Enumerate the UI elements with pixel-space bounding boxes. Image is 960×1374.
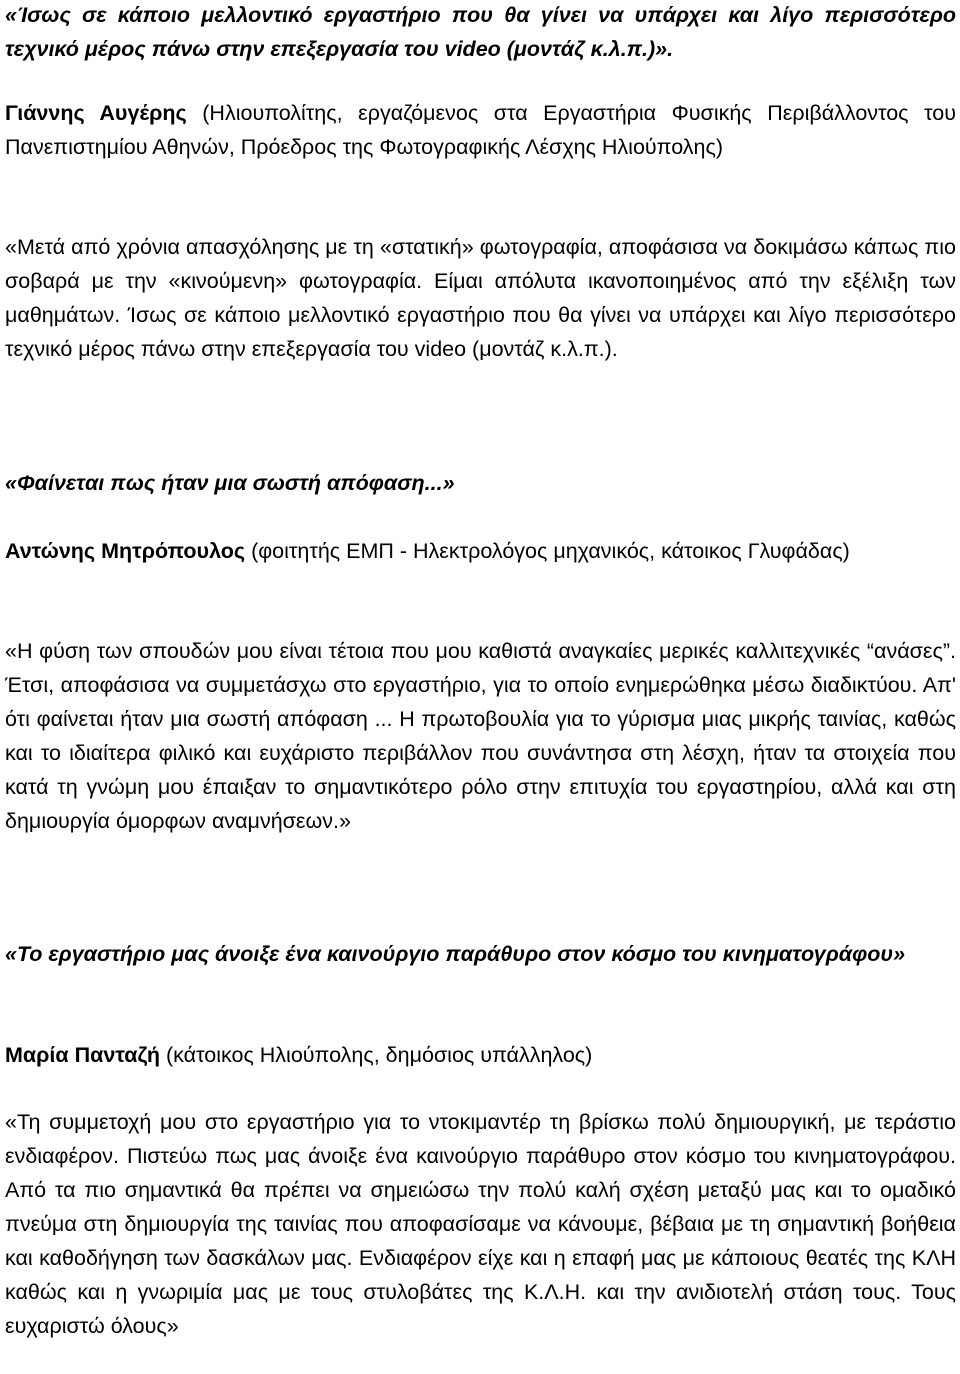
testimonial-3-heading: «Το εργαστήριο μας άνοιξε ένα καινούργιο παράθυρο στον κόσμο του κινηματογράφου»: [5, 942, 906, 966]
testimonial-1-description: (Ηλιουπολίτης, εργαζόμενος στα Εργαστήρια Φυσικής Περιβάλλοντος του Πανεπιστημίου Αθηνών, Πρόεδρος της Φωτογραφικής Λέσχης Ηλιούπολης): [5, 101, 956, 159]
testimonial-3-name: Μαρία Πανταζή: [5, 1043, 161, 1067]
intro-quote: «Ίσως σε κάποιο μελλοντικό εργαστήριο που θα γίνει να υπάρχει και λίγο περισσότερο τεχνικό μέρος πάνω στην επεξεργασία του video (μοντάζ κ.λ.π.)».: [5, 3, 956, 61]
testimonial-1-name: Γιάννης Αυγέρης: [5, 101, 187, 125]
testimonial-2-description: (φοιτητής ΕΜΠ - Ηλεκτρολόγος μηχανικός, κάτοικος Γλυφάδας): [245, 539, 850, 563]
testimonial-3-person: [5, 1038, 956, 1072]
testimonial-1-person: [5, 96, 956, 164]
testimonial-3-quote: «Τη συμμετοχή μου στο εργαστήριο για το ντοκιμαντέρ τη βρίσκω πολύ δημιουργική, με τεράστιο ενδιαφέρον. Πιστεύω πως μας άνοιξε ένα καινούργιο παράθυρο στον κόσμο του κινηματογράφου. Από τα πιο σημαντικά θα πρέπει να σημειώσω την πολύ καλή σχέση μεταξύ μας και το ομαδικό πνεύμα στη δημιουργία της ταινίας που αποφασίσαμε να κάνουμε, βέβαια με τη σημαντική βοήθεια και καθοδήγηση των δασκάλων μας. Ενδιαφέρον είχε και η επαφή μας με κάποιους θεατές της ΚΛΗ καθώς και η γνωριμία μας με τους στυλοβάτες της Κ.Λ.Η. και την ανιδιοτελή στάση τους. Τους ευχαριστώ όλους»: [5, 1110, 956, 1338]
testimonial-2-name: Αντώνης Μητρόπουλος: [5, 539, 246, 563]
testimonial-3-description: (κάτοικος Ηλιούπολης, δημόσιος υπάλληλος): [160, 1043, 593, 1067]
testimonial-2-person: [5, 534, 956, 568]
testimonial-1-quote: «Μετά από χρόνια απασχόλησης με τη «στατική» φωτογραφία, αποφάσισα να δοκιμάσω κάπως πιο σοβαρά με την «κινούμενη» φωτογραφία. Είμαι απόλυτα ικανοποιημένος από την εξέλιξη των μαθημάτων. Ίσως σε κάποιο μελλοντικό εργαστήριο που θα γίνει να υπάρχει και λίγο περισσότερο τεχνικό μέρος πάνω στην επεξεργασία του video (μοντάζ κ.λ.π.).: [5, 235, 956, 361]
testimonial-2-heading: «Φαίνεται πως ήταν μια σωστή απόφαση...»: [5, 471, 455, 495]
testimonial-2-quote: «Η φύση των σπουδών μου είναι τέτοια που μου καθιστά αναγκαίες μερικές καλλιτεχνικές “ανάσες”. Έτσι, αποφάσισα να συμμετάσχω στο εργαστήριο, για το οποίο ενημερώθηκα μέσω διαδικτύου. Απ' ότι φαίνεται ήταν μια σωστή απόφαση ... Η πρωτοβουλία για το γύρισμα μιας μικρής ταινίας, καθώς και το ιδιαίτερα φιλικό και ευχάριστο περιβάλλον που συνάντησα στη λέσχη, ήταν τα στοιχεία που κατά τη γνώμη μου έπαιξαν το σημαντικότερο ρόλο στην επιτυχία του εργαστηρίου, αλλά και στη δημιουργία όμορφων αναμνήσεων.»: [5, 639, 956, 833]
